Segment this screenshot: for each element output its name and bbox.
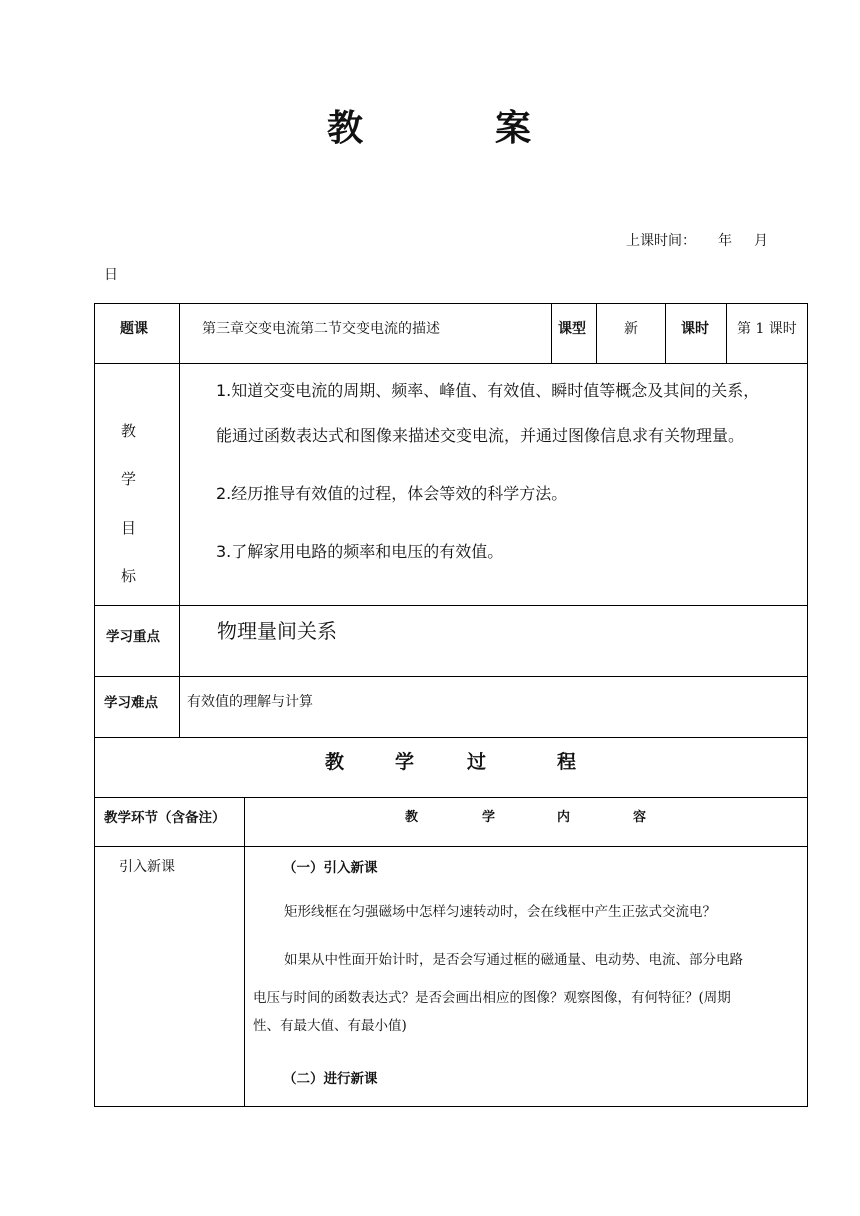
intro-subheading-2: （二）进行新课 [283,1071,378,1087]
key-point-label: 学习重点 [106,629,160,645]
objectives-label-3: 目 [121,519,137,537]
objective-3: 3.了解家用电路的频率和电压的有效值。 [216,542,504,561]
objectives-label-4: 标 [121,567,137,585]
process-heading-char-1: 教 [325,751,345,773]
objectives-label-2: 学 [121,470,137,488]
content-header-char-4: 容 [633,810,647,825]
intro-paragraph-1: 矩形线框在匀强磁场中怎样匀速转动时，会在线框中产生正弦式交流电？ [284,904,716,920]
content-header-char-3: 内 [557,810,571,825]
month-label: 月 [754,233,768,249]
process-heading-char-4: 程 [557,751,577,773]
intro-paragraph-2-line-3: 性、有最大值、有最小值) [253,1018,407,1034]
section-column-header: 教学环节（含备注） [104,810,226,826]
process-heading [0,747,860,777]
intro-paragraph-2-line-1: 如果从中性面开始计时，是否会写通过框的磁通量、电动势、电流、部分电路 [284,952,743,968]
difficulty-value: 有效值的理解与计算 [187,694,313,710]
intro-subheading-1: （一）引入新课 [283,860,378,876]
objective-2: 2.经历推导有效值的过程，体会等效的科学方法。 [216,484,568,503]
type-value: 新 [624,321,638,337]
objective-1-line-2: 能通过函数表达式和图像来描述交变电流，并通过图像信息求有关物理量。 [216,426,745,445]
content-header-char-2: 学 [482,810,496,825]
class-time-label: 上课时间： [626,233,696,249]
key-point-value: 物理量间关系 [217,619,337,643]
content-header-char-1: 教 [405,810,419,825]
period-value: 第 1 课时 [737,321,797,337]
title-char-2: 案 [495,108,534,149]
process-heading-char-2: 学 [395,751,415,773]
page-title [0,100,860,151]
process-heading-char-3: 过 [467,751,487,773]
type-label: 课型 [558,321,586,337]
content-column-header [0,806,860,826]
title-char-1: 教 [326,108,365,149]
year-label: 年 [718,233,732,249]
class-time-line [626,230,790,250]
objective-1-line-1: 1.知道交变电流的周期、频率、峰值、有效值、瞬时值等概念及其间的关系， [216,381,760,400]
objectives-label-1: 教 [121,422,137,440]
section-intro-label: 引入新课 [119,859,175,875]
day-label: 日 [104,267,118,283]
intro-paragraph-2-line-2: 电压与时间的函数表达式？是否会画出相应的图像？观察图像，有何特征？(周期 [253,990,731,1006]
difficulty-label: 学习难点 [104,695,158,711]
period-label: 课时 [681,321,709,337]
topic-value: 第三章交变电流第二节交变电流的描述 [202,321,440,337]
topic-label: 题课 [120,321,148,337]
